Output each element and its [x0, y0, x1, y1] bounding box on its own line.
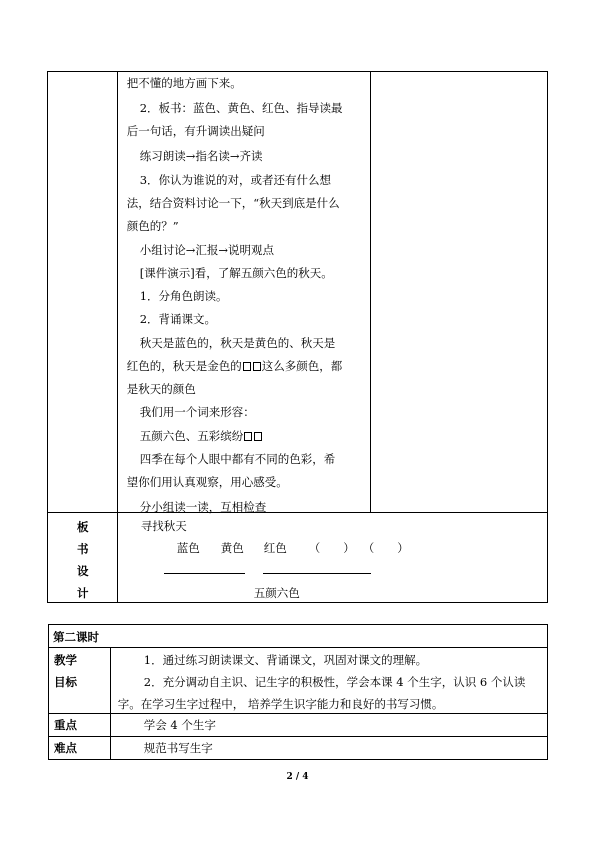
second-lesson-table [48, 624, 548, 760]
left-empty-cell [48, 72, 118, 513]
text-line: 1．分角色朗读。 [139, 289, 228, 303]
text-line: 五颜六色、五彩缤纷 [140, 429, 264, 443]
difficulty-text: 规范书写生字 [143, 741, 213, 755]
lesson-plan-table [47, 71, 548, 603]
objective-line: 字。在学习生字过程中， 培养学生识字能力和良好的书写习惯。 [117, 697, 444, 711]
board-color: 蓝色 [176, 541, 200, 555]
objectives-label: 教学 [54, 653, 77, 667]
board-color: 红色 [263, 541, 287, 555]
objectives-cell [110, 648, 547, 714]
text-line: 后一句话，有升调读出疑问 [126, 124, 265, 138]
second-lesson-header: 第二课时 [49, 625, 548, 648]
board-color-blank: （ ） [362, 541, 409, 555]
board-design-label-cell [48, 513, 118, 603]
text-line: 2．板书：蓝色、黄色、红色、指导读最 [139, 101, 343, 115]
difficulty-label: 难点 [54, 741, 77, 755]
text-line: 3．你认为谁说的对，或者还有什么想 [139, 173, 332, 187]
text-line: 四季在每个人眼中都有不同的色彩，希 [139, 452, 336, 466]
text-line: 我们用一个词来形容： [139, 405, 255, 419]
difficulty-cell [110, 737, 547, 760]
text-line: 2．背诵课文。 [139, 312, 217, 326]
board-label-char: 书 [77, 542, 89, 556]
objective-line: 1．通过练习朗读课文、背诵课文，巩固对课文的理解。 [143, 653, 428, 667]
board-color: 黄色 [220, 541, 244, 555]
text-line: [课件演示]看，了解五颜六色的秋天。 [139, 266, 333, 280]
right-empty-cell [370, 72, 547, 513]
objectives-label: 目标 [54, 675, 77, 689]
key-point-cell [110, 714, 547, 737]
board-label-char: 计 [77, 586, 89, 600]
text-line: 小组讨论→汇报→说明观点 [139, 243, 274, 257]
objective-line: 2．充分调动自主识、记生字的积极性，学会本课 4 个生字，认识 6 个认读 [143, 675, 526, 689]
board-label-char: 设 [77, 564, 89, 578]
text-line: 颜色的？” [126, 219, 179, 233]
text-line: 是秋天的颜色 [126, 382, 196, 396]
text-line: 秋天是蓝色的，秋天是黄色的、秋天是 [139, 336, 336, 350]
text-line: 红色的，秋天是金色的 这么多颜色，都 [126, 359, 343, 373]
board-label-char: 板 [77, 520, 89, 534]
page-number: 2 / 4 [286, 772, 309, 782]
board-underline-right [263, 563, 371, 577]
text-line: 练习朗读→指名读→齐读 [139, 149, 263, 163]
board-color-blank: （ ） [308, 541, 355, 555]
board-title: 寻找秋天 [140, 519, 187, 533]
key-point-text: 学会 4 个生字 [143, 718, 216, 732]
teaching-process-cell [117, 72, 370, 513]
text-line: 把不懂的地方画下来。 [126, 76, 242, 90]
text-line: 望你们用认真观察，用心感受。 [126, 475, 288, 489]
difficulty-label-cell [49, 737, 111, 760]
key-point-label-cell [49, 714, 111, 737]
key-point-label: 重点 [54, 718, 77, 732]
text-line: 法，结合资料讨论一下，“秋天到底是什么 [126, 196, 340, 210]
objectives-label-cell [49, 648, 111, 714]
text-line: 分小组读一读，互相检查 [139, 500, 267, 514]
board-summary: 五颜六色 [253, 586, 300, 600]
board-design-cell [117, 513, 547, 603]
board-underline-left [164, 563, 245, 577]
